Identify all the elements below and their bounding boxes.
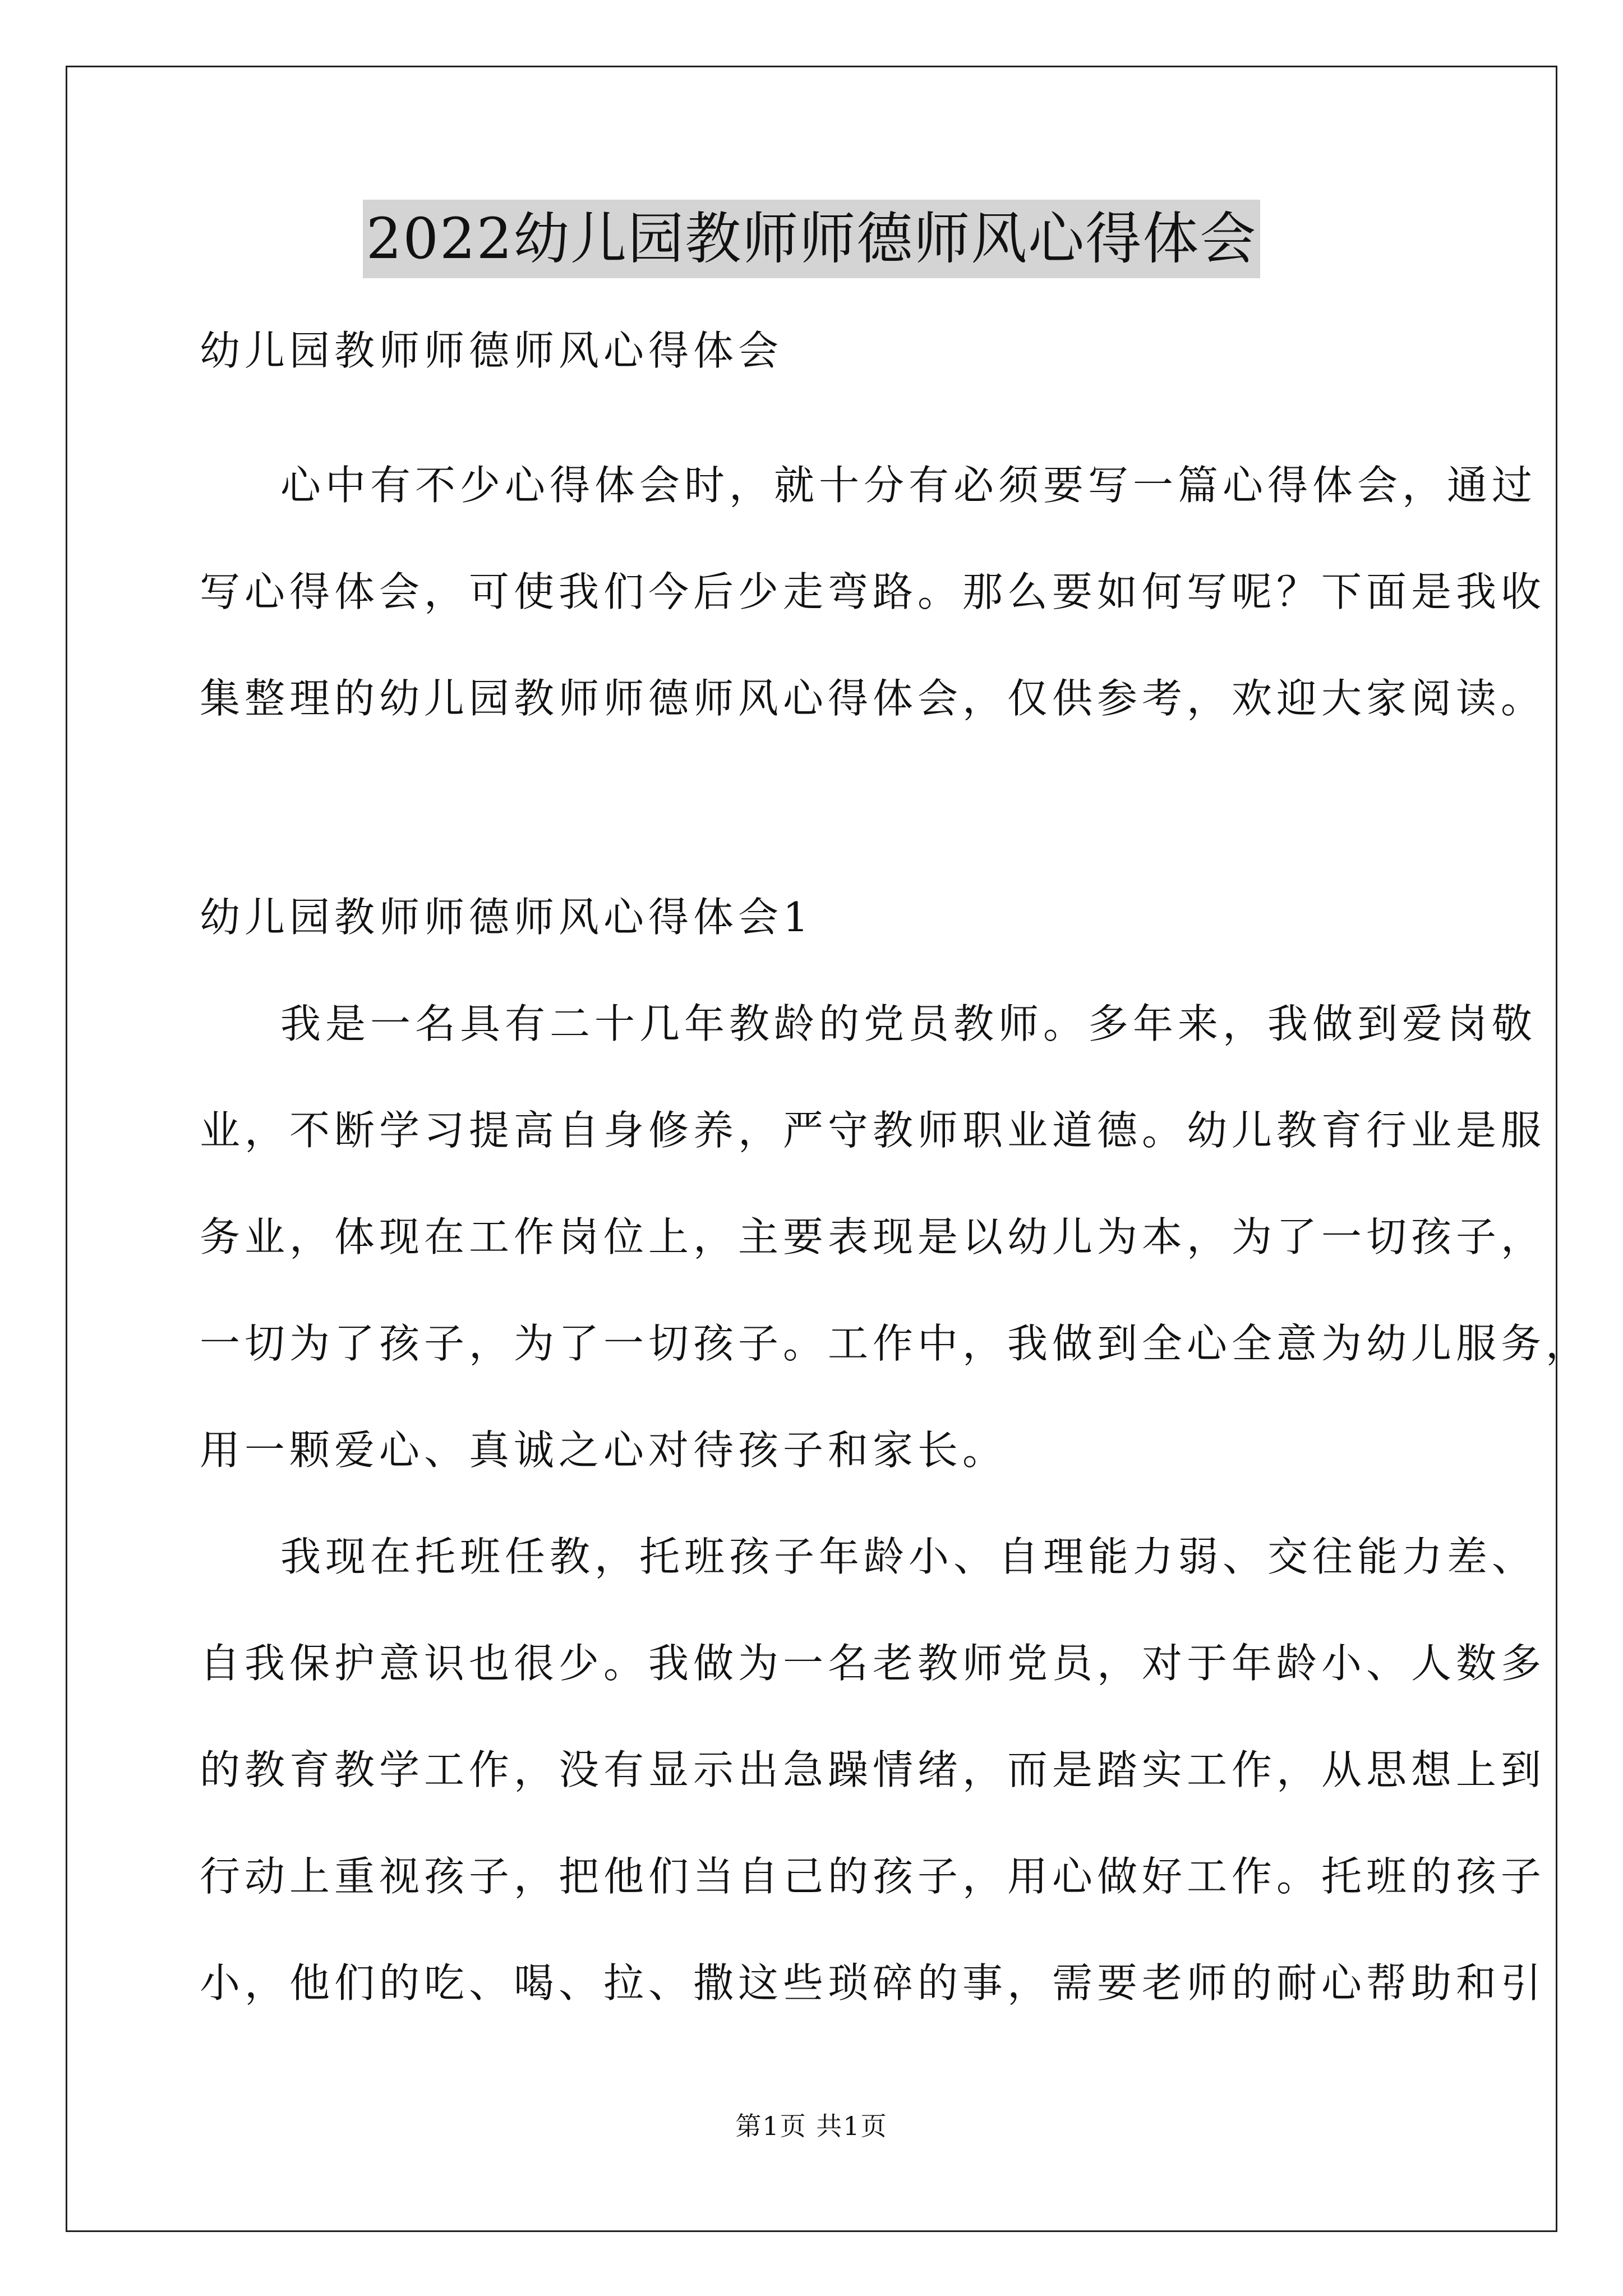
- subtitle: 幼儿园教师师德师风心得体会: [200, 327, 783, 374]
- paragraph1-line-4: 一切为了孩子，为了一切孩子。工作中，我做到全心全意为幼儿服务，: [200, 1320, 1591, 1367]
- paragraph2-line-3: 的教育教学工作，没有显示出急躁情绪，而是踏实工作，从思想上到: [200, 1746, 1546, 1793]
- paragraph1-line-5: 用一颗爱心、真诚之心对待孩子和家长。: [200, 1427, 1008, 1474]
- paragraph1-line-3: 务业，体现在工作岗位上，主要表现是以幼儿为本，为了一切孩子，: [200, 1213, 1546, 1260]
- paragraph1-line-2: 业，不断学习提高自身修养，严守教师职业道德。幼儿教育行业是服: [200, 1107, 1546, 1154]
- title-container: [0, 200, 1623, 278]
- document-title: 2022幼儿园教师师德师风心得体会: [363, 200, 1261, 278]
- intro-line-3: 集整理的幼儿园教师师德师风心得体会，仅供参考，欢迎大家阅读。: [200, 675, 1546, 722]
- intro-line-1: 心中有不少心得体会时，就十分有必须要写一篇心得体会，通过: [280, 462, 1537, 509]
- section-heading: 幼儿园教师师德师风心得体会1: [200, 894, 813, 941]
- paragraph2-line-2: 自我保护意识也很少。我做为一名老教师党员，对于年龄小、人数多: [200, 1640, 1546, 1687]
- paragraph2-line-1: 我现在托班任教，托班孩子年龄小、自理能力弱、交往能力差、: [280, 1533, 1537, 1580]
- page-footer: 第1页 共1页: [735, 2111, 888, 2141]
- intro-line-2: 写心得体会，可使我们今后少走弯路。那么要如何写呢？下面是我收: [200, 568, 1546, 615]
- paragraph2-line-4: 行动上重视孩子，把他们当自己的孩子，用心做好工作。托班的孩子: [200, 1853, 1546, 1900]
- paragraph1-line-1: 我是一名具有二十几年教龄的党员教师。多年来，我做到爱岗敬: [280, 1000, 1537, 1047]
- paragraph2-line-5: 小，他们的吃、喝、拉、撒这些琐碎的事，需要老师的耐心帮助和引: [200, 1959, 1546, 2007]
